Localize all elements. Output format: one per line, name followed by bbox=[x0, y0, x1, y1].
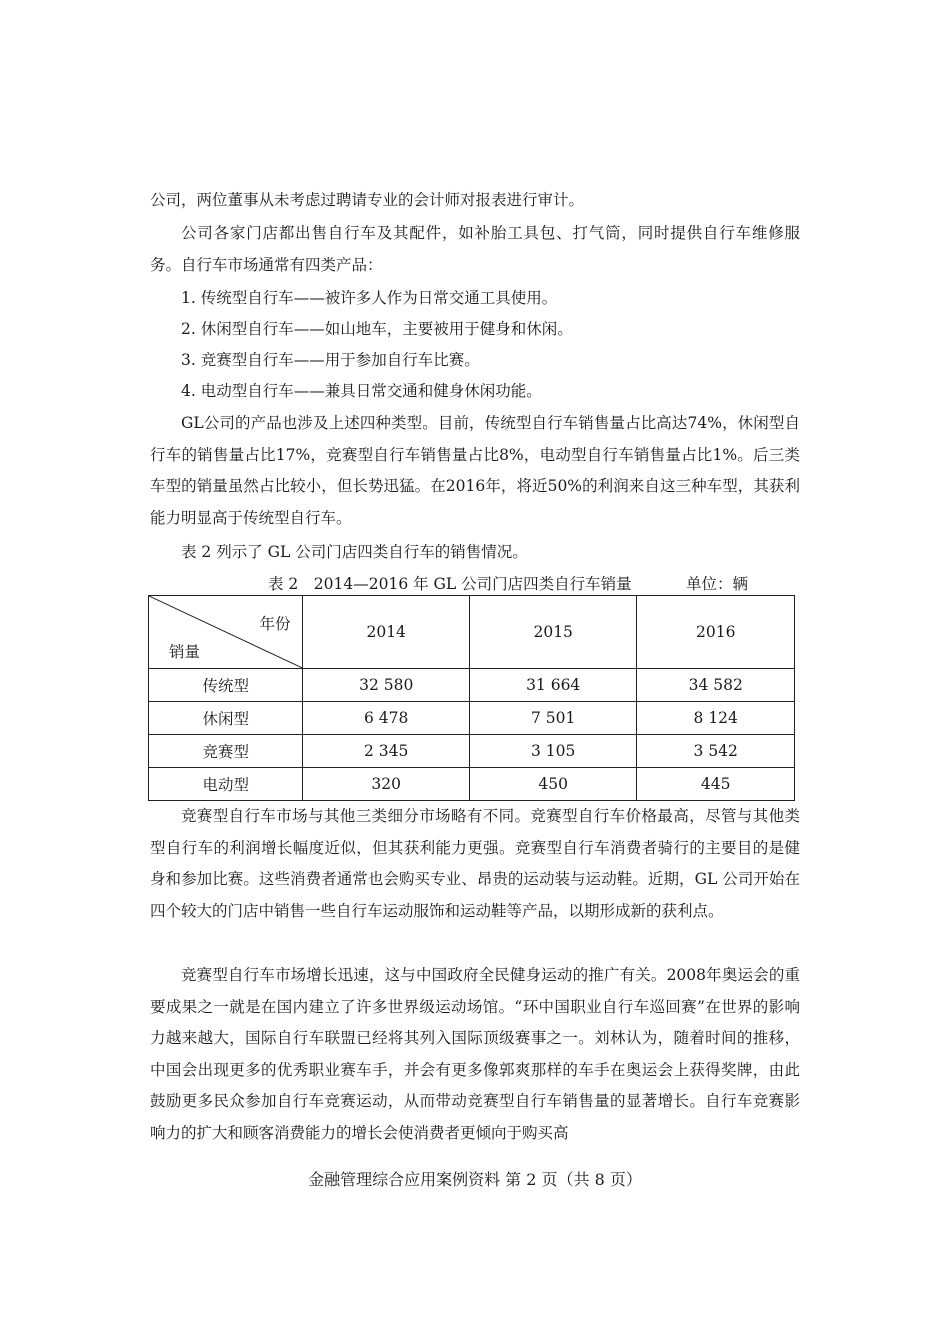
table-cell: 3 542 bbox=[637, 735, 795, 768]
table-cell: 320 bbox=[303, 768, 470, 801]
paragraph-1: 公司，两位董事从未考虑过聘请专业的会计师对报表进行审计。 bbox=[150, 191, 585, 209]
paragraph-2: 公司各家门店都出售自行车及其配件，如补胎工具包、打气筒，同时提供自行车维修服务。自行车市场通常有四类产品： bbox=[150, 224, 800, 274]
paragraph-4: 表 2 列示了 GL 公司门店四类自行车的销售情况。 bbox=[181, 543, 528, 561]
table-row bbox=[149, 669, 795, 702]
table-cell: 32 580 bbox=[303, 669, 470, 702]
corner-label-year: 年份 bbox=[259, 615, 291, 633]
table-unit: 单位：辆 bbox=[686, 575, 749, 593]
table-row bbox=[149, 702, 795, 735]
list-item: 1. 传统型自行车——被许多人作为日常交通工具使用。 bbox=[181, 289, 558, 307]
table-cell: 8 124 bbox=[637, 702, 795, 735]
row-label: 传统型 bbox=[149, 669, 303, 702]
paragraph-5: 竞赛型自行车市场与其他三类细分市场略有不同。竞赛型自行车价格最高，尽管与其他类型自行车的利润增长幅度近似，但其获利能力更强。竞赛型自行车消费者骑行的主要目的是健身和参加比赛。这些消费者通常也会购买专业、昂贵的运动装与运动鞋。近期，GL 公司开始在四个较大的门店中销售一些自行车运动服饰和运动鞋等产品，以期形成新的获利点。 bbox=[150, 807, 800, 920]
table-header-row bbox=[149, 596, 795, 669]
year-header: 2016 bbox=[637, 596, 795, 669]
row-label: 电动型 bbox=[149, 768, 303, 801]
year-header: 2014 bbox=[303, 596, 470, 669]
sales-table bbox=[148, 595, 795, 801]
table-title: 表 2 2014—2016 年 GL 公司门店四类自行车销量 bbox=[268, 575, 632, 593]
corner-label-sales: 销量 bbox=[169, 643, 201, 661]
table-row bbox=[149, 735, 795, 768]
table-cell: 31 664 bbox=[469, 669, 636, 702]
list-item: 3. 竞赛型自行车——用于参加自行车比赛。 bbox=[181, 351, 480, 369]
table-cell: 2 345 bbox=[303, 735, 470, 768]
row-label: 竞赛型 bbox=[149, 735, 303, 768]
table-row bbox=[149, 768, 795, 801]
table-cell: 34 582 bbox=[637, 669, 795, 702]
table-cell: 7 501 bbox=[469, 702, 636, 735]
paragraph-6: 竞赛型自行车市场增长迅速，这与中国政府全民健身运动的推广有关。2008年奥运会的重要成果之一就是在国内建立了许多世界级运动场馆。“环中国职业自行车巡回赛”在世界的影响力越来越大，国际自行车联盟已经将其列入国际顶级赛事之一。刘林认为，随着时间的推移，中国会出现更多的优秀职业赛车手，并会有更多像郭爽那样的车手在奥运会上获得奖牌，由此鼓励更多民众参加自行车竞赛运动，从而带动竞赛型自行车销售量的显著增长。自行车竞赛影响力的扩大和顾客消费能力的增长会使消费者更倾向于购买高 bbox=[150, 966, 800, 1142]
table-cell: 450 bbox=[469, 768, 636, 801]
page-footer: 金融管理综合应用案例资料 第 2 页（共 8 页） bbox=[308, 1170, 642, 1189]
table-cell: 6 478 bbox=[303, 702, 470, 735]
list-item: 2. 休闲型自行车——如山地车，主要被用于健身和休闲。 bbox=[181, 320, 573, 338]
table-cell: 445 bbox=[637, 768, 795, 801]
paragraph-3: GL公司的产品也涉及上述四种类型。目前，传统型自行车销售量占比高达74%，休闲型自行车的销售量占比17%，竞赛型自行车销售量占比8%，电动型自行车销售量占比1%。后三类车型的销量虽然占比较小，但长势迅猛。在2016年，将近50%的利润来自这三种车型，其获利能力明显高于传统型自行车。 bbox=[150, 414, 800, 527]
year-header: 2015 bbox=[469, 596, 636, 669]
table-cell: 3 105 bbox=[469, 735, 636, 768]
table-corner-cell bbox=[149, 596, 303, 669]
row-label: 休闲型 bbox=[149, 702, 303, 735]
list-item: 4. 电动型自行车——兼具日常交通和健身休闲功能。 bbox=[181, 382, 542, 400]
